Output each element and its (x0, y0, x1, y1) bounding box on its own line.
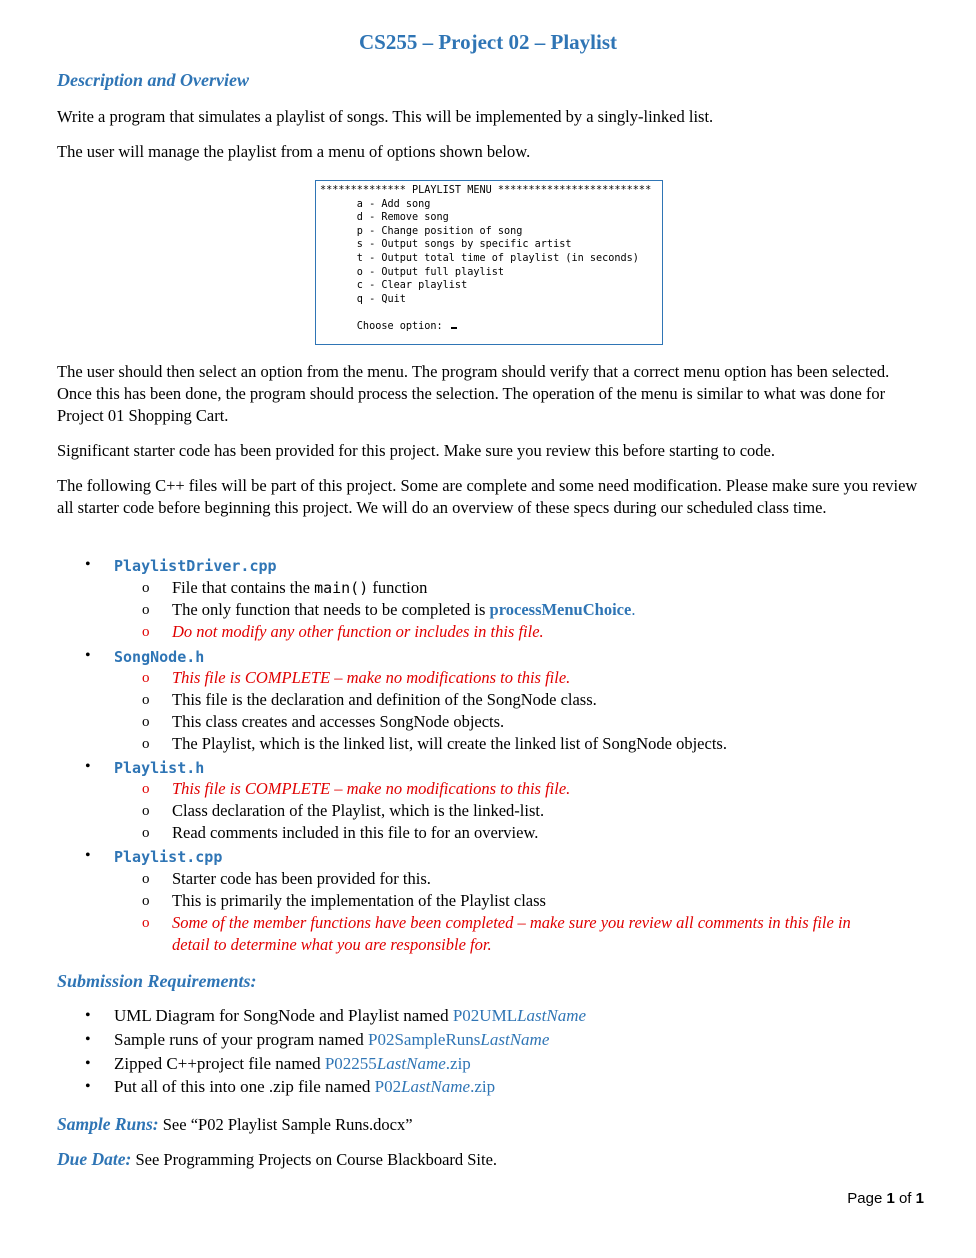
sample-runs-line (57, 1113, 927, 1136)
due-date-text: See Programming Projects on Course Blackboard Site. (131, 1150, 498, 1169)
list-item: The Playlist, which is the linked list, will create the linked list of SongNode objects. (172, 734, 727, 753)
circle-bullet-icon: o (142, 736, 150, 752)
circle-bullet-icon: o (142, 915, 150, 931)
list-item-warning: Do not modify any other function or includes in this file. (172, 622, 544, 641)
circle-bullet-icon: o (142, 580, 150, 596)
submission-item: Sample runs of your program named P02SampleRunsLastName (114, 1030, 550, 1049)
menu-prompt: Choose option: (320, 320, 449, 332)
due-date-label: Due Date: (57, 1149, 132, 1169)
menu-option: q - Quit (320, 293, 406, 305)
menu-option: d - Remove song (320, 212, 449, 224)
paragraph-menu-selection: The user should then select an option from the menu. The program should verify that a correct menu option has been selected. Once this has been done, the program should process the selection. The operation of the menu is similar to what was done for Project 01 Shopping Cart. (57, 362, 890, 425)
list-item: This is primarily the implementation of the Playlist class (172, 891, 546, 910)
circle-bullet-icon: o (142, 692, 150, 708)
circle-bullet-icon: o (142, 825, 150, 841)
list-item: This file is the declaration and definition of the SongNode class. (172, 690, 597, 709)
page-number-footer: Page 1 of 1 (847, 1190, 924, 1207)
circle-bullet-icon: o (142, 714, 150, 730)
bullet-icon: • (85, 758, 91, 775)
list-item: Read comments included in this file to for an overview. (172, 823, 539, 842)
bullet-icon: • (85, 647, 91, 664)
paragraph-starter-code: Significant starter code has been provided for this project. Make sure you review this before starting to code. (57, 441, 775, 460)
bullet-icon: • (85, 556, 91, 573)
menu-option: t - Output total time of playlist (in seconds) (320, 252, 639, 264)
due-date-line (57, 1148, 927, 1171)
list-item: File that contains the main() function (172, 578, 428, 597)
circle-bullet-icon: o (142, 670, 150, 686)
list-item: This class creates and accesses SongNode objects. (172, 712, 505, 731)
list-item-warning: Some of the member functions have been completed – make sure you review all comments in this file in detail to determine what you are responsible for. (172, 913, 851, 954)
menu-header: ************** PLAYLIST MENU ************************* (320, 185, 652, 196)
bullet-icon: • (85, 847, 91, 864)
circle-bullet-icon: o (142, 602, 150, 618)
paragraph-menu-intro: The user will manage the playlist from a menu of options shown below. (57, 142, 531, 161)
menu-prompt-line (320, 320, 658, 334)
file-name-driver: PlaylistDriver.cpp (114, 557, 277, 575)
submission-heading: Submission Requirements: (57, 971, 257, 991)
submission-item: Put all of this into one .zip file named P02LastName.zip (114, 1077, 496, 1096)
menu-option: s - Output songs by specific artist (320, 239, 572, 251)
submission-item: Zipped C++project file named P02255LastName.zip (114, 1054, 471, 1073)
list-item: Class declaration of the Playlist, which is the linked-list. (172, 801, 545, 820)
file-name-playlist-cpp: Playlist.cpp (114, 848, 223, 866)
bullet-icon: • (85, 1007, 91, 1024)
list-item: The only function that needs to be completed is processMenuChoice. (172, 600, 636, 619)
function-name: processMenuChoice (489, 600, 632, 619)
circle-bullet-icon: o (142, 871, 150, 887)
circle-bullet-icon: o (142, 781, 150, 797)
file-name-songnode: SongNode.h (114, 648, 205, 666)
file-name-playlist-h: Playlist.h (114, 759, 205, 777)
sample-runs-label: Sample Runs: (57, 1114, 159, 1134)
list-item: Starter code has been provided for this. (172, 869, 431, 888)
bullet-icon: • (85, 1055, 91, 1072)
description-heading: Description and Overview (57, 70, 249, 90)
menu-spacer (320, 306, 658, 320)
bullet-icon: • (85, 1078, 91, 1095)
circle-bullet-icon: o (142, 624, 150, 640)
submission-item: UML Diagram for SongNode and Playlist named P02UMLLastName (114, 1006, 587, 1025)
playlist-menu-box (315, 180, 663, 345)
list-item-warning: This file is COMPLETE – make no modifications to this file. (172, 779, 571, 798)
page-title: CS255 – Project 02 – Playlist (359, 30, 617, 54)
list-item-warning: This file is COMPLETE – make no modifications to this file. (172, 668, 571, 687)
circle-bullet-icon: o (142, 803, 150, 819)
cursor-icon (451, 327, 457, 329)
menu-option: a - Add song (320, 198, 431, 210)
circle-bullet-icon: o (142, 893, 150, 909)
paragraph-files: The following C++ files will be part of this project. Some are complete and some need modification. Please make sure you review all starter code before beginning this project. We will do an overview of these specs during our scheduled class time. (57, 476, 918, 517)
menu-option: o - Output full playlist (320, 266, 505, 278)
bullet-icon: • (85, 1031, 91, 1048)
menu-option: p - Change position of song (320, 225, 523, 237)
menu-option: c - Clear playlist (320, 280, 468, 292)
sample-runs-text: See “P02 Playlist Sample Runs.docx” (158, 1115, 413, 1134)
paragraph-intro: Write a program that simulates a playlist of songs. This will be implemented by a singly-linked list. (57, 107, 714, 126)
